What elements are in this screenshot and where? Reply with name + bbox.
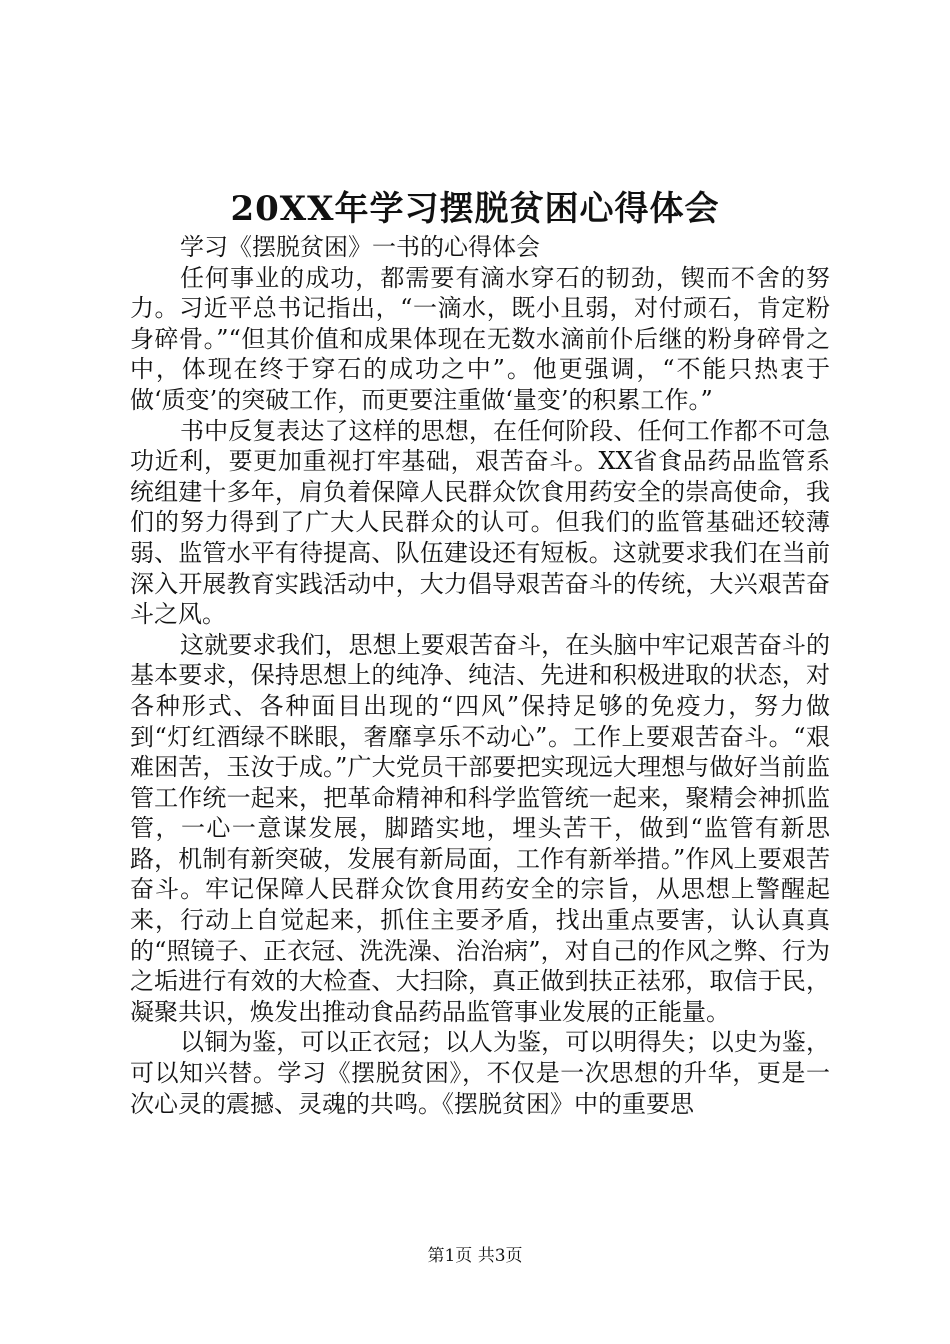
paragraph: 任何事业的成功，都需要有滴水穿石的韧劲，锲而不舍的努力。习近平总书记指出，“一滴水，既小且弱，对付顽石，肯定粉身碎骨。”“但其价值和成果体现在无数水滴前仆后继的粉身碎骨之中，体现在终于穿石的成功之中”。他更强调，“不能只热衷于做‘质变’的突破工作，而更要注重做‘量变’的积累工作。” bbox=[130, 263, 830, 414]
paragraph: 以铜为鉴，可以正衣冠；以人为鉴，可以明得失；以史为鉴，可以知兴替。学习《摆脱贫困》，不仅是一次思想的升华，更是一次心灵的震撼、灵魂的共鸣。《摆脱贫困》中的重要思 bbox=[130, 1028, 830, 1118]
page-number-footer: 第1页 共3页 bbox=[427, 1246, 523, 1266]
paragraph: 学习《摆脱贫困》一书的心得体会 bbox=[180, 233, 540, 261]
paragraph: 这就要求我们，思想上要艰苦奋斗，在头脑中牢记艰苦奋斗的基本要求，保持思想上的纯净、纯洁、先进和积极进取的状态，对各种形式、各种面目出现的“四风”保持足够的免疫力，努力做到“灯红酒绿不眯眼，奢靡享乐不动心”。工作上要艰苦奋斗。“艰难困苦，玉汝于成。”广大党员干部要把实现远大理想与做好当前监管工作统一起来，把革命精神和科学监管统一起来，聚精会神抓监管，一心一意谋发展，脚踏实地，埋头苦干，做到“监管有新思路，机制有新突破，发展有新局面，工作有新举措。”作风上要艰苦奋斗。牢记保障人民群众饮食用药安全的宗旨，从思想上警醒起来，行动上自觉起来，抓住主要矛盾，找出重点要害，认认真真的“照镜子、正衣冠、洗洗澡、治治病”，对自己的作风之弊、行为之垢进行有效的大检查、大扫除，真正做到扶正祛邪，取信于民，凝聚共识，焕发出推动食品药品监管事业发展的正能量。 bbox=[130, 630, 830, 1026]
document-title: 20XX年学习摆脱贫困心得体会 bbox=[230, 189, 720, 229]
paragraph: 书中反复表达了这样的思想，在任何阶段、任何工作都不可急功近利，要更加重视打牢基础，艰苦奋斗。XX省食品药品监管系统组建十多年，肩负着保障人民群众饮食用药安全的崇高使命，我们的努力得到了广大人民群众的认可。但我们的监管基础还较薄弱、监管水平有待提高、队伍建设还有短板。这就要求我们在当前深入开展教育实践活动中，大力倡导艰苦奋斗的传统，大兴艰苦奋斗之风。 bbox=[130, 416, 830, 629]
document-body bbox=[130, 232, 830, 1119]
